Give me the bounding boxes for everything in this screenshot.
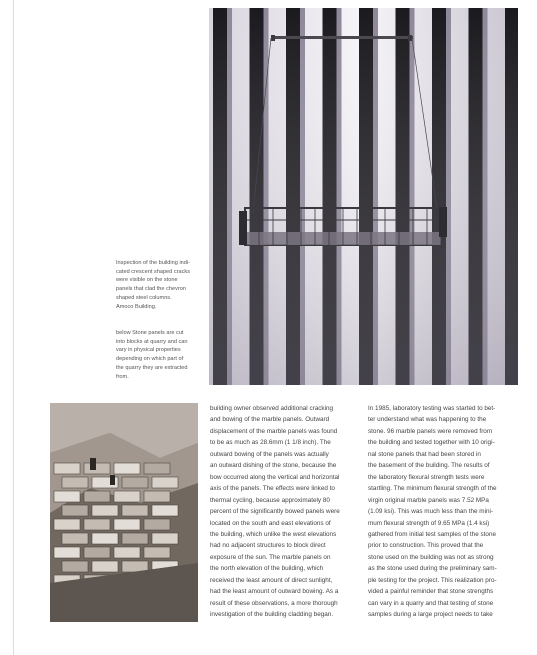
text-line: stone. 96 marble panels were removed from	[368, 427, 493, 435]
quarry-stone-block	[54, 519, 80, 530]
caption-line: vary in physical properties	[116, 347, 181, 354]
text-line: received the least amount of direct sunlight,	[210, 576, 333, 584]
quarry-stone-block	[92, 561, 118, 572]
text-line: (1.09 ksi). This was much less than the mini-	[368, 508, 494, 516]
text-line: had the least amount of outward bowing. As a	[210, 588, 339, 596]
body-text-column-2	[368, 403, 516, 621]
text-line: virgin original marble panels was 7.52 MPa	[368, 496, 489, 504]
quarry-stone-block	[54, 547, 80, 558]
text-line: the north elevation of the building, which	[210, 565, 324, 573]
caption-line: below Stone panels are cut	[116, 330, 184, 336]
text-line: displacement of the marble panels was found	[210, 427, 338, 435]
text-line: startling. The minimum flexural strength of the	[368, 485, 497, 493]
quarry-stone-block	[144, 491, 170, 502]
text-line: as the stone used during the preliminary sam-	[368, 565, 497, 573]
text-line: can vary in a quarry and that testing of stone	[368, 599, 494, 607]
caption-line: panels that clad the chevron	[116, 286, 186, 293]
quarry-stone-block	[92, 533, 118, 544]
quarry-stone-block	[122, 533, 148, 544]
text-line: building owner observed additional cracking	[210, 405, 334, 412]
text-line: an outward dishing of the stone, because the	[210, 462, 337, 470]
text-line: located on the south and east elevations of	[210, 519, 331, 527]
quarry-stone-block	[54, 491, 80, 502]
caption-line: depending on which part of	[116, 356, 184, 363]
quarry-stone-block	[122, 477, 148, 488]
caption-line: into blocks at quarry and can	[116, 338, 188, 345]
text-line: and bowing of the marble panels. Outward	[210, 416, 330, 424]
text-line: axis of the panels. The effects were linked to	[210, 485, 335, 493]
text-line: nal stone panels that had been stored in	[368, 450, 481, 458]
text-line: mum flexural strength of 9.65 MPa (1.4 ksi)	[368, 519, 490, 527]
text-line: had no adjacent structures to block direct	[210, 542, 326, 550]
text-line: ple testing for the project. This realization pro-	[368, 576, 497, 584]
caption-line: from.	[116, 373, 129, 380]
text-line: the building and tested together with 10 origi-	[368, 439, 495, 447]
text-line: In 1985, laboratory testing was started to bet-	[368, 405, 496, 412]
text-line: vided a painful reminder that stone strengths	[368, 588, 494, 596]
quarry-stone-block	[144, 463, 170, 474]
text-line: investigation of the building cladding began.	[210, 611, 334, 619]
caption-line: cated crescent shaped cracks	[116, 268, 190, 275]
caption-line: Amoco Building.	[116, 303, 157, 310]
text-line: the basement of the building. The results of	[368, 462, 490, 470]
text-line: samples during a large project needs to take	[368, 611, 493, 619]
text-line: stone used on the building was not as strong	[368, 553, 494, 561]
quarry-stone-block	[62, 561, 88, 572]
quarry-stone-block	[122, 505, 148, 516]
quarry-stone-block	[152, 505, 178, 516]
text-line: percent of the significantly bowed panels were	[210, 508, 340, 516]
quarry-stone-block	[144, 547, 170, 558]
text-line: the laboratory flexural strength tests were	[368, 473, 485, 481]
quarry-stone-block	[62, 505, 88, 516]
caption-line: Inspection of the building indi-	[116, 260, 191, 266]
quarry-stone-block	[152, 477, 178, 488]
caption-line: were visible on the stone	[116, 277, 178, 284]
quarry-stone-block	[92, 505, 118, 516]
quarry-stone-block	[144, 519, 170, 530]
page-edge-rule	[13, 0, 14, 655]
text-line: the building, which unlike the west elevations	[210, 530, 337, 538]
stone-quarry-photo	[50, 403, 198, 622]
text-line: exposure of the sun. The marble panels on	[210, 553, 331, 561]
caption-line: the quarry they are extracted	[116, 364, 188, 371]
quarry-stone-block	[62, 533, 88, 544]
quarry-stone-block	[84, 463, 110, 474]
text-line: result of these observations, a more thorough	[210, 599, 338, 607]
text-line: outward bowing of the panels was actually	[210, 450, 329, 458]
quarry-stone-block	[152, 533, 178, 544]
text-line: gathered from initial test samples of the stone	[368, 530, 496, 538]
caption-line: shaped steel columns.	[116, 294, 172, 301]
text-line: prior to construction. This proved that the	[368, 542, 484, 550]
quarry-stone-block	[114, 547, 140, 558]
quarry-photo-caption	[116, 329, 204, 381]
quarry-stone-block	[54, 463, 80, 474]
body-text-column-1	[210, 403, 358, 621]
quarry-stone-block	[84, 519, 110, 530]
building-facade-photo	[209, 8, 518, 385]
text-line: thermal cycling, because approximately 80	[210, 496, 330, 504]
text-line: ter understand what was happening to the	[368, 416, 487, 424]
quarry-stone-block	[84, 547, 110, 558]
quarry-stone-block	[84, 491, 110, 502]
quarry-stone-block	[114, 463, 140, 474]
quarry-stone-block	[114, 519, 140, 530]
quarry-stone-block	[114, 491, 140, 502]
text-line: to be as much as 28.6mm (1 1/8 inch). The	[210, 439, 331, 447]
quarry-stone-block	[62, 477, 88, 488]
facade-photo-caption	[116, 259, 204, 311]
text-line: bow occurred along the vertical and horizontal	[210, 473, 340, 481]
